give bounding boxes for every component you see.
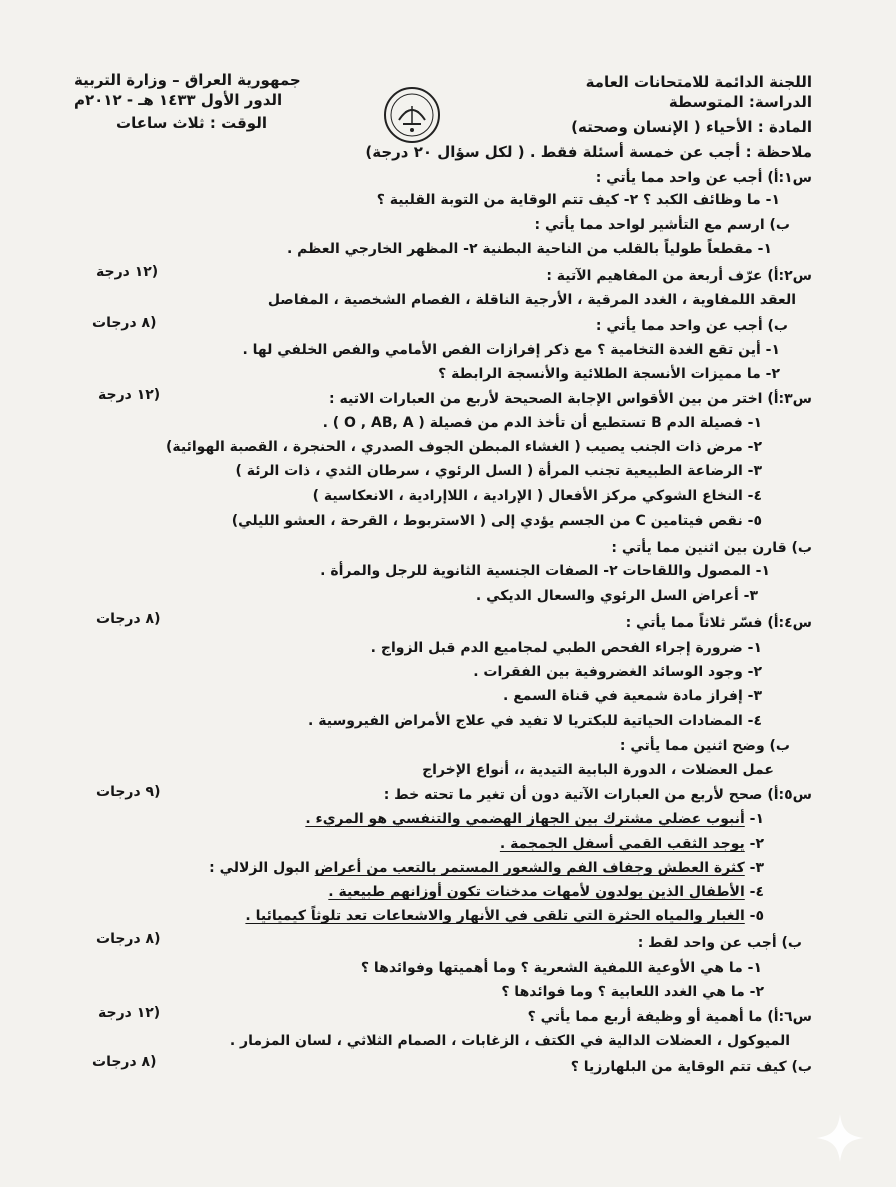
q5-a-item-3: ٣- كثرة العطش وجفاف الفم والشعور المستمر بالتعب من أعراض البول الزلالي : (209, 860, 764, 876)
q4-a-item-3: ٣- إفراز مادة شمعية في قناة السمع . (503, 688, 762, 704)
sparkle-icon (812, 1110, 868, 1166)
q2-a-heading: س٢:أ) عرّف أربعة من المفاهيم الآتية : (546, 268, 812, 284)
q3-a-item-2: ٢- مرض ذات الجنب يصيب ( الغشاء المبطن الجوف الصدري ، الحنجرة ، القصبة الهوائية) (166, 439, 762, 455)
q2-b-heading: ب) أجب عن واحد مما يأتي : (595, 318, 788, 334)
q1-b-items: ١- مقطعاً طولياً بالقلب من الناحية البطنية ٢- المظهر الخارجي العظم . (286, 241, 772, 257)
q3-b-heading: ب) قارن بين اثنين مما يأتي : (611, 540, 812, 556)
q5-a-item-2: ٢- يوجد الثقب القمي أسفل الجمجمة . (499, 836, 764, 852)
q5-b-item-2: ٢- ما هي الغدد اللعابية ؟ وما فوائدها ؟ (501, 984, 764, 1000)
q5-a-item-4: ٤- الأطفال الذين يولدون لأمهات مدخنات تكون أوزانهم طبيعية . (328, 884, 764, 900)
q4-a-marks: (٨ درجات (96, 611, 161, 627)
q3-a-marks: (١٢ درجة (98, 387, 161, 403)
committee-name: اللجنة الدائمة للامتحانات العامة (585, 73, 812, 91)
q5-b-heading: ب) أجب عن واحد لقط : (637, 935, 802, 951)
q6-a-items: الميوكول ، العضلات الدالية في الكتف ، الزغابات ، الصمام الثلاثي ، لسان المزمار . (229, 1033, 790, 1049)
study-level: الدراسة: المتوسطة (668, 93, 812, 111)
q3-b-item-1: ١- المصول واللقاحات ٢- الصفات الجنسية الثانوية للرجل والمرأة . (320, 563, 770, 579)
q1-b-heading: ب) ارسم مع التأشير لواحد مما يأتي : (534, 217, 790, 233)
q3-a-item-5: ٥- نقص فيتامين C من الجسم يؤدي إلى ( الاستربوط ، القرحة ، العشو الليلي) (231, 513, 762, 529)
q6-a-heading: س٦:أ) ما أهمية أو وظيفة أربع مما يأتي ؟ (527, 1009, 812, 1025)
q2-b-item-2: ٢- ما مميزات الأنسجة الطلائية والأنسجة الرابطة ؟ (438, 366, 780, 382)
q3-b-item-2: ٣- أعراض السل الرئوي والسعال الديكي . (475, 588, 758, 604)
q4-a-item-2: ٢- وجود الوسائد الغضروفية بين الفقرات . (473, 664, 762, 680)
q4-b-heading: ب) وضح اثنين مما يأتي : (619, 738, 790, 754)
q5-a-item-1: ١- أنبوب عضلي مشترك بين الجهاز الهضمي والتنفسي هو المريء . (305, 811, 764, 827)
q5-b-item-1: ١- ما هي الأوعية اللمفية الشعرية ؟ وما أهميتها وفوائدها ؟ (360, 960, 762, 976)
q6-a-marks: (١٢ درجة (98, 1005, 161, 1021)
q1-a-items: ١- ما وظائف الكبد ؟ ٢- كيف تتم الوقاية من التوبة القلبية ؟ (376, 192, 780, 208)
q3-a-heading: س٣:أ) اختر من بين الأقواس الإجابة الصحيحة لأربع من العبارات الاتيه : (329, 391, 812, 407)
q3-a-item-1: ١- فصيلة الدم B تستطيع أن تأخذ الدم من فصيلة ( O , AB, A ) . (322, 415, 762, 431)
q5-a-item-5: ٥- الغبار والمياه الحثرة التي تلقى في الأنهار والاشعاعات تعد تلوثاً كيميائيا . (245, 908, 764, 924)
ministry-line: جمهورية العراق – وزارة التربية (74, 71, 301, 89)
q2-a-items: العقد اللمفاوية ، الغدد المرقية ، الأرجية الناقلة ، الفصام الشخصية ، المفاصل (267, 292, 796, 308)
q4-a-item-4: ٤- المضادات الحياتية للبكتريا لا تفيد في علاج الأمراض الفيروسية . (308, 713, 762, 729)
exam-note: ملاحظة : أجب عن خمسة أسئلة فقط . ( لكل سؤال ٢٠ درجة) (365, 143, 812, 161)
q5-a-heading: س٥:أ) صحح لأربع من العبارات الآتية دون أن تغير ما تحته خط : (383, 787, 812, 803)
q2-a-marks: (١٢ درجة (96, 264, 159, 280)
q2-b-item-1: ١- أين تقع الغدة التخامية ؟ مع ذكر إفرازات الفص الأمامي والفص الخلفي لها . (242, 342, 780, 358)
q3-a-item-3: ٣- الرضاعة الطبيعية تجنب المرأة ( السل الرئوي ، سرطان الثدي ، ذات الرئة ) (235, 463, 762, 479)
q6-b-marks: (٨ درجات (92, 1054, 157, 1070)
q6-b-heading: ب) كيف تتم الوقاية من البلهارزيا ؟ (570, 1059, 812, 1075)
q5-b-marks: (٨ درجات (96, 931, 161, 947)
q4-b-items: عمل العضلات ، الدورة البابية التيدية ،، أنواع الإخراج (422, 762, 774, 778)
q4-a-item-1: ١- ضرورة إجراء الفحص الطبي لمجاميع الدم قبل الزواج . (370, 640, 762, 656)
q4-a-heading: س٤:أ) فسّر ثلاثاً مما يأتي : (625, 615, 812, 631)
session-date: الدور الأول ١٤٣٣ هـ - ٢٠١٢م (74, 91, 283, 109)
q1-a-heading: س١:أ) أجب عن واحد مما يأتي : (595, 170, 812, 186)
ministry-seal-icon (383, 86, 441, 144)
q2-b-marks: (٨ درجات (92, 315, 157, 331)
subject-line: المادة : الأحياء ( الإنسان وصحته) (571, 118, 812, 136)
q3-a-item-4: ٤- النخاع الشوكي مركز الأفعال ( الإرادية ، اللاإرادية ، الانعكاسية ) (312, 488, 762, 504)
q5-a-marks: (٩ درجات (96, 784, 161, 800)
exam-duration: الوقت : ثلاث ساعات (116, 114, 267, 132)
